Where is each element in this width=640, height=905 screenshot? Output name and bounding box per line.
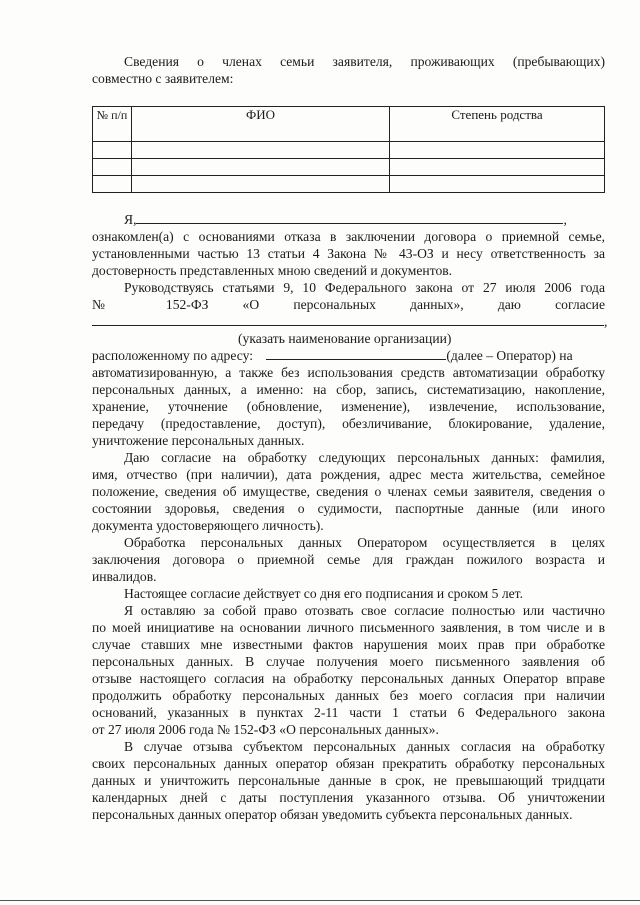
para7-line-2: своих персональных данных оператор обязан прекратить обработку персональных	[92, 756, 605, 771]
table-cell[interactable]	[390, 159, 605, 176]
table-cell[interactable]	[132, 142, 390, 159]
family-members-table	[92, 106, 605, 193]
table-row	[93, 176, 605, 193]
para4-line-1: Обработка персональных данных Оператором осуществляется в целях	[124, 535, 605, 550]
para1-line-3: установленными частью 13 статьи 4 Закона № 43-ОЗ и несу ответственность за	[92, 246, 605, 261]
para1-start: Я,	[124, 212, 137, 227]
para1-end: ,	[563, 212, 567, 227]
table-row	[93, 142, 605, 159]
para7-line-5: персональных данных оператор обязан уведомить субъекта персональных данных.	[92, 807, 573, 822]
table-cell[interactable]	[390, 176, 605, 193]
para6-line-7: оснований, указанных в пунктах 2-11 части 1 статьи 6 Федерального закона	[92, 705, 605, 720]
para3-line-2: имя, отчество (при наличии), дата рождения, адрес места жительства, семейное	[92, 467, 605, 482]
para2-line-1: Руководствуясь статьями 9, 10 Федерального закона от 27 июля 2006 года	[124, 280, 605, 295]
para2-line-8: передачу (предоставление, доступ), обезличивание, блокирование, удаление,	[92, 416, 605, 431]
table-cell[interactable]	[93, 159, 132, 176]
address-suffix: (далее – Оператор) на	[446, 348, 573, 363]
table-cell[interactable]	[93, 142, 132, 159]
organization-caption: (указать наименование организации)	[238, 331, 452, 346]
table-cell[interactable]	[132, 176, 390, 193]
para2-line-9: уничтожение персональных данных.	[92, 433, 305, 448]
page-bottom-divider	[0, 900, 640, 901]
para7-line-1: В случае отзыва субъектом персональных данных согласия на обработку	[124, 739, 605, 754]
para4-line-3: инвалидов.	[92, 569, 157, 584]
para5-line-1: Настоящее согласие действует со дня его подписания и сроком 5 лет.	[124, 586, 523, 601]
table-cell[interactable]	[93, 176, 132, 193]
column-header-relation: Степень родства	[390, 107, 605, 142]
para2-line-7: хранение, уточнение (обновление, изменение), извлечение, использование,	[92, 399, 605, 414]
para6-line-2: по моей инициативе на основании личного письменного заявления, в том числе и в	[92, 620, 605, 635]
column-header-number: № п/п	[93, 107, 132, 142]
para3-line-3: положение, сведения об имуществе, сведения о членах семьи заявителя, сведения о	[92, 484, 605, 499]
para6-line-4: персональных данных. В случае получения моего письменного заявления об	[92, 654, 605, 669]
para1-line-2: ознакомлен(а) с основаниями отказа в заключении договора о приемной семье,	[92, 229, 605, 244]
para2-line-2: № 152-ФЗ «О персональных данных», даю согласие	[92, 297, 605, 312]
para6-line-6: продолжить обработку персональных данных без моего согласия при наличии	[92, 688, 605, 703]
para3-line-4: состоянии здоровья, сведения о судимости, паспортные данные (или иного	[92, 501, 605, 516]
para3-line-5: документа удостоверяющего личность).	[92, 518, 324, 533]
para2-line-4	[92, 347, 605, 364]
table-cell[interactable]	[390, 142, 605, 159]
para2-line-5: автоматизированную, а также без использования средств автоматизации обработку	[92, 365, 605, 380]
para2-line-6: персональных данных, а именно: на сбор, запись, систематизацию, накопление,	[92, 382, 605, 397]
address-label: расположенному по адресу:	[92, 348, 253, 363]
para6-line-3: случае ставших мне известными фактов нарушения моих прав при обработке	[92, 637, 605, 652]
para6-line-1: Я оставляю за собой право отозвать свое согласие полностью или частично	[124, 603, 605, 618]
intro-line-2: совместно с заявителем:	[92, 71, 234, 86]
para1-line-1	[124, 211, 567, 228]
table-cell[interactable]	[132, 159, 390, 176]
para7-line-3: данных и уничтожить персональные данные в срок, не превышающий тридцати	[92, 773, 605, 788]
address-input-line[interactable]	[266, 347, 446, 360]
para2-l3-end: ,	[604, 314, 608, 329]
para2-line-3	[92, 313, 607, 330]
table-header-row	[93, 107, 605, 142]
para4-line-2: заключения договора о приемной семье для граждан пожилого возраста и	[92, 552, 605, 567]
name-input-line[interactable]	[136, 211, 563, 224]
para6-line-5: отзыве настоящего согласия на обработку персональных данных Оператор вправе	[92, 671, 605, 686]
table-row	[93, 159, 605, 176]
para1-line-4: достоверность представленных мною сведений и документов.	[92, 263, 453, 278]
para3-line-1: Даю согласие на обработку следующих персональных данных: фамилия,	[124, 450, 605, 465]
organization-input-line[interactable]	[92, 313, 604, 326]
para7-line-4: календарных дней с даты поступления указанного отзыва. Об уничтожении	[92, 790, 605, 805]
column-header-fio: ФИО	[132, 107, 390, 142]
intro-line-1: Сведения о членах семьи заявителя, проживающих (пребывающих)	[124, 54, 605, 69]
para6-line-8: от 27 июля 2006 года № 152-ФЗ «О персональных данных».	[92, 722, 439, 737]
